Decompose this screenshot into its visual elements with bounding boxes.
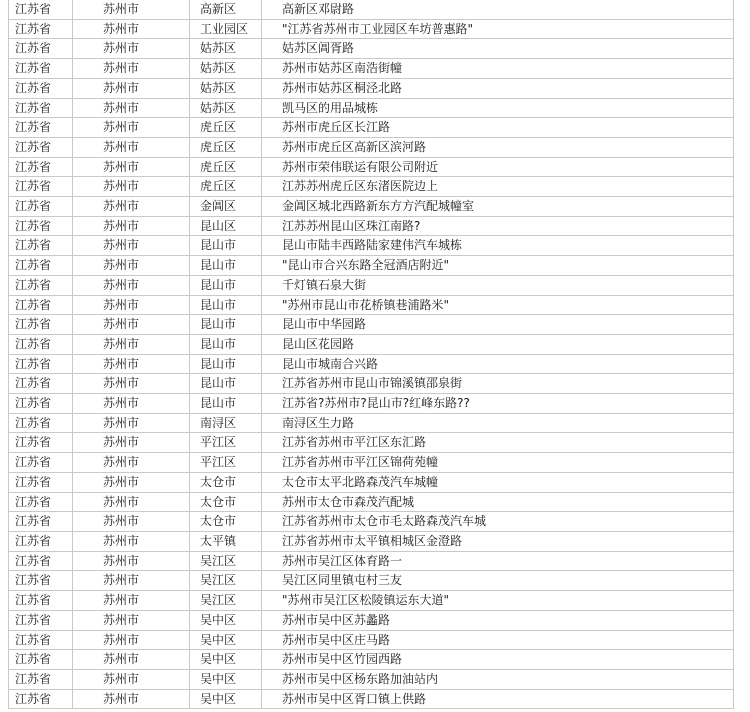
city-cell[interactable]: 苏州市 (73, 275, 190, 295)
address-cell[interactable]: "苏州市吴江区松陵镇运东大道" (262, 591, 734, 611)
city-cell[interactable]: 苏州市 (73, 354, 190, 374)
table-row (9, 669, 734, 689)
province-cell[interactable]: 江苏省 (9, 591, 73, 611)
city-cell[interactable]: 苏州市 (73, 453, 190, 473)
table-row (9, 118, 734, 138)
district-cell[interactable]: 吴中区 (190, 689, 262, 709)
city-cell[interactable]: 苏州市 (73, 551, 190, 571)
district-cell[interactable]: 姑苏区 (190, 59, 262, 79)
district-cell[interactable]: 金阊区 (190, 197, 262, 217)
district-cell[interactable]: 虎丘区 (190, 157, 262, 177)
city-cell[interactable]: 苏州市 (73, 630, 190, 650)
address-cell[interactable]: 江苏省苏州市太平镇相城区金澄路 (262, 531, 734, 551)
table-row (9, 492, 734, 512)
address-cell[interactable]: 苏州市吴中区胥口镇上供路 (262, 689, 734, 709)
table-row (9, 571, 734, 591)
province-cell[interactable]: 江苏省 (9, 512, 73, 532)
province-cell[interactable]: 江苏省 (9, 551, 73, 571)
table-row (9, 315, 734, 335)
address-cell[interactable]: 苏州市荣伟联运有限公司附近 (262, 157, 734, 177)
city-cell[interactable]: 苏州市 (73, 0, 190, 19)
province-cell[interactable]: 江苏省 (9, 394, 73, 414)
address-cell[interactable]: 高新区邓尉路 (262, 0, 734, 19)
province-cell[interactable]: 江苏省 (9, 531, 73, 551)
province-cell[interactable]: 江苏省 (9, 433, 73, 453)
table-row (9, 177, 734, 197)
city-cell[interactable]: 苏州市 (73, 59, 190, 79)
city-cell[interactable]: 苏州市 (73, 472, 190, 492)
province-cell[interactable]: 江苏省 (9, 453, 73, 473)
city-cell[interactable]: 苏州市 (73, 157, 190, 177)
table-row (9, 216, 734, 236)
address-cell[interactable]: 苏州市吴中区庄马路 (262, 630, 734, 650)
district-cell[interactable]: 虎丘区 (190, 118, 262, 138)
province-cell[interactable]: 江苏省 (9, 78, 73, 98)
address-cell[interactable]: 江苏省苏州市太仓市毛太路森茂汽车城 (262, 512, 734, 532)
district-cell[interactable]: 虎丘区 (190, 137, 262, 157)
address-cell[interactable]: 金阊区城北西路新东方方汽配城幢室 (262, 197, 734, 217)
table-row (9, 39, 734, 59)
table-row (9, 275, 734, 295)
district-cell[interactable]: 吴中区 (190, 630, 262, 650)
address-cell[interactable]: 吴江区同里镇屯村三友 (262, 571, 734, 591)
table-row (9, 374, 734, 394)
district-cell[interactable]: 吴中区 (190, 669, 262, 689)
province-cell[interactable]: 江苏省 (9, 197, 73, 217)
address-cell[interactable]: "昆山市合兴东路全冠酒店附近" (262, 256, 734, 276)
province-cell[interactable]: 江苏省 (9, 137, 73, 157)
province-cell[interactable]: 江苏省 (9, 0, 73, 19)
city-cell[interactable]: 苏州市 (73, 295, 190, 315)
table-row (9, 531, 734, 551)
district-cell[interactable]: 吴中区 (190, 650, 262, 670)
district-cell[interactable]: 太仓市 (190, 472, 262, 492)
district-cell[interactable]: 昆山市 (190, 334, 262, 354)
district-cell[interactable]: 太仓市 (190, 512, 262, 532)
district-cell[interactable]: 姑苏区 (190, 39, 262, 59)
city-cell[interactable]: 苏州市 (73, 531, 190, 551)
district-cell[interactable]: 昆山区 (190, 216, 262, 236)
address-cell[interactable]: 江苏省?苏州市?昆山市?红峰东路?? (262, 394, 734, 414)
province-cell[interactable]: 江苏省 (9, 650, 73, 670)
district-cell[interactable]: 高新区 (190, 0, 262, 19)
city-cell[interactable]: 苏州市 (73, 197, 190, 217)
address-cell[interactable]: 江苏苏州昆山区珠江南路? (262, 216, 734, 236)
province-cell[interactable]: 江苏省 (9, 275, 73, 295)
city-cell[interactable]: 苏州市 (73, 137, 190, 157)
city-cell[interactable]: 苏州市 (73, 610, 190, 630)
table-row (9, 354, 734, 374)
address-table (8, 0, 734, 709)
province-cell[interactable]: 江苏省 (9, 374, 73, 394)
table-row (9, 689, 734, 709)
province-cell[interactable]: 江苏省 (9, 669, 73, 689)
address-cell[interactable]: 昆山区花园路 (262, 334, 734, 354)
address-cell[interactable]: 昆山市城南合兴路 (262, 354, 734, 374)
table-row (9, 256, 734, 276)
city-cell[interactable]: 苏州市 (73, 78, 190, 98)
city-cell[interactable]: 苏州市 (73, 39, 190, 59)
province-cell[interactable]: 江苏省 (9, 236, 73, 256)
address-cell[interactable]: 凯马区的用品城栋 (262, 98, 734, 118)
table-row (9, 157, 734, 177)
district-cell[interactable]: 吴中区 (190, 610, 262, 630)
table-row (9, 551, 734, 571)
address-cell[interactable]: 千灯镇石泉大街 (262, 275, 734, 295)
table-row (9, 610, 734, 630)
address-cell[interactable]: 江苏苏州虎丘区东渚医院边上 (262, 177, 734, 197)
table-row (9, 59, 734, 79)
city-cell[interactable]: 苏州市 (73, 315, 190, 335)
table-row (9, 295, 734, 315)
city-cell[interactable]: 苏州市 (73, 433, 190, 453)
city-cell[interactable]: 苏州市 (73, 216, 190, 236)
city-cell[interactable]: 苏州市 (73, 394, 190, 414)
district-cell[interactable]: 太仓市 (190, 492, 262, 512)
province-cell[interactable]: 江苏省 (9, 571, 73, 591)
province-cell[interactable]: 江苏省 (9, 19, 73, 39)
table-body (9, 0, 734, 709)
district-cell[interactable]: 昆山市 (190, 394, 262, 414)
city-cell[interactable]: 苏州市 (73, 118, 190, 138)
address-cell[interactable]: 苏州市吴中区竹园西路 (262, 650, 734, 670)
district-cell[interactable]: 南浔区 (190, 413, 262, 433)
district-cell[interactable]: 昆山市 (190, 236, 262, 256)
province-cell[interactable]: 江苏省 (9, 689, 73, 709)
city-cell[interactable]: 苏州市 (73, 492, 190, 512)
district-cell[interactable]: 昆山市 (190, 256, 262, 276)
table-row (9, 0, 734, 19)
city-cell[interactable]: 苏州市 (73, 334, 190, 354)
district-cell[interactable]: 平江区 (190, 433, 262, 453)
address-cell[interactable]: 苏州市虎丘区长江路 (262, 118, 734, 138)
district-cell[interactable]: 工业园区 (190, 19, 262, 39)
province-cell[interactable]: 江苏省 (9, 39, 73, 59)
table-row (9, 472, 734, 492)
address-cell[interactable]: 南浔区生力路 (262, 413, 734, 433)
city-cell[interactable]: 苏州市 (73, 669, 190, 689)
table-row (9, 137, 734, 157)
province-cell[interactable]: 江苏省 (9, 216, 73, 236)
city-cell[interactable]: 苏州市 (73, 177, 190, 197)
province-cell[interactable]: 江苏省 (9, 315, 73, 335)
address-cell[interactable]: 苏州市姑苏区桐泾北路 (262, 78, 734, 98)
table-row (9, 433, 734, 453)
address-cell[interactable]: 苏州市吴中区杨东路加油站内 (262, 669, 734, 689)
province-cell[interactable]: 江苏省 (9, 118, 73, 138)
province-cell[interactable]: 江苏省 (9, 157, 73, 177)
city-cell[interactable]: 苏州市 (73, 512, 190, 532)
city-cell[interactable]: 苏州市 (73, 413, 190, 433)
city-cell[interactable]: 苏州市 (73, 98, 190, 118)
table-row (9, 630, 734, 650)
address-cell[interactable]: 姑苏区阊胥路 (262, 39, 734, 59)
address-cell[interactable]: 苏州市吴中区苏蠡路 (262, 610, 734, 630)
city-cell[interactable]: 苏州市 (73, 650, 190, 670)
district-cell[interactable]: 昆山市 (190, 315, 262, 335)
province-cell[interactable]: 江苏省 (9, 295, 73, 315)
district-cell[interactable]: 太平镇 (190, 531, 262, 551)
table-row (9, 394, 734, 414)
table-row (9, 413, 734, 433)
city-cell[interactable]: 苏州市 (73, 591, 190, 611)
table-row (9, 98, 734, 118)
province-cell[interactable]: 江苏省 (9, 177, 73, 197)
district-cell[interactable]: 姑苏区 (190, 98, 262, 118)
province-cell[interactable]: 江苏省 (9, 256, 73, 276)
district-cell[interactable]: 吴江区 (190, 571, 262, 591)
address-cell[interactable]: 昆山市中华园路 (262, 315, 734, 335)
city-cell[interactable]: 苏州市 (73, 19, 190, 39)
city-cell[interactable]: 苏州市 (73, 571, 190, 591)
address-cell[interactable]: 昆山市陆丰西路陆家建伟汽车城栋 (262, 236, 734, 256)
province-cell[interactable]: 江苏省 (9, 334, 73, 354)
province-cell[interactable]: 江苏省 (9, 59, 73, 79)
city-cell[interactable]: 苏州市 (73, 374, 190, 394)
table-row (9, 591, 734, 611)
table-row (9, 197, 734, 217)
address-cell[interactable]: "江苏省苏州市工业园区车坊普惠路" (262, 19, 734, 39)
table-row (9, 334, 734, 354)
address-cell[interactable]: 苏州市吴江区体育路一 (262, 551, 734, 571)
city-cell[interactable]: 苏州市 (73, 236, 190, 256)
address-cell[interactable]: 苏州市太仓市森茂汽配城 (262, 492, 734, 512)
address-cell[interactable]: 苏州市姑苏区南浩街幢 (262, 59, 734, 79)
province-cell[interactable]: 江苏省 (9, 98, 73, 118)
address-cell[interactable]: 江苏省苏州市平江区锦荷苑幢 (262, 453, 734, 473)
address-cell[interactable]: "苏州市昆山市花桥镇巷浦路米" (262, 295, 734, 315)
address-cell[interactable]: 太仓市太平北路森茂汽车城幢 (262, 472, 734, 492)
province-cell[interactable]: 江苏省 (9, 630, 73, 650)
table-row (9, 650, 734, 670)
table-row (9, 453, 734, 473)
province-cell[interactable]: 江苏省 (9, 354, 73, 374)
district-cell[interactable]: 吴江区 (190, 551, 262, 571)
district-cell[interactable]: 虎丘区 (190, 177, 262, 197)
province-cell[interactable]: 江苏省 (9, 413, 73, 433)
table-row (9, 19, 734, 39)
district-cell[interactable]: 姑苏区 (190, 78, 262, 98)
table-row (9, 78, 734, 98)
province-cell[interactable]: 江苏省 (9, 472, 73, 492)
district-cell[interactable]: 昆山市 (190, 354, 262, 374)
district-cell[interactable]: 昆山市 (190, 275, 262, 295)
district-cell[interactable]: 昆山市 (190, 374, 262, 394)
city-cell[interactable]: 苏州市 (73, 256, 190, 276)
table-row (9, 512, 734, 532)
province-cell[interactable]: 江苏省 (9, 492, 73, 512)
district-cell[interactable]: 吴江区 (190, 591, 262, 611)
district-cell[interactable]: 昆山市 (190, 295, 262, 315)
table-row (9, 236, 734, 256)
province-cell[interactable]: 江苏省 (9, 610, 73, 630)
address-cell[interactable]: 江苏省苏州市平江区东汇路 (262, 433, 734, 453)
address-cell[interactable]: 江苏省苏州市昆山市锦溪镇邵泉街 (262, 374, 734, 394)
address-cell[interactable]: 苏州市虎丘区高新区滨河路 (262, 137, 734, 157)
district-cell[interactable]: 平江区 (190, 453, 262, 473)
city-cell[interactable]: 苏州市 (73, 689, 190, 709)
